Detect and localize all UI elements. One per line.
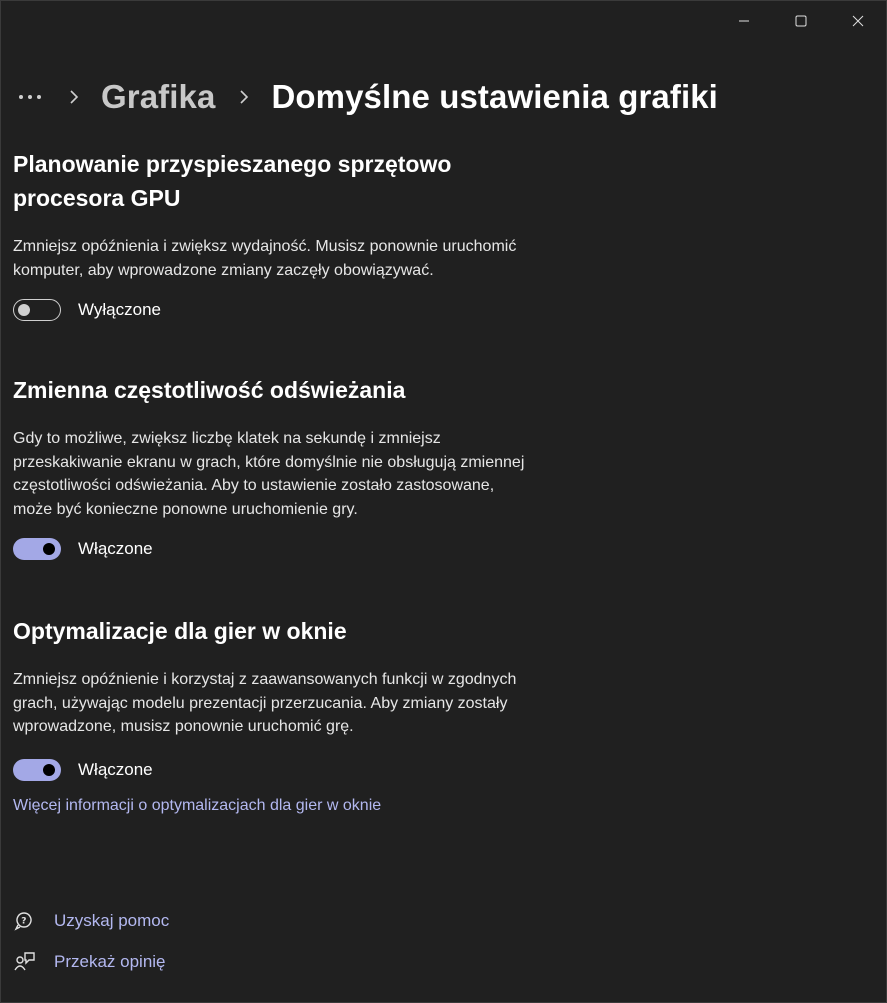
close-button[interactable] — [829, 1, 886, 41]
section-gpu-scheduling — [13, 147, 593, 323]
breadcrumb-parent-link[interactable]: Grafika — [101, 78, 216, 115]
feedback-icon — [13, 950, 37, 974]
description-line: grach, używając modelu prezentacji przerzucania. Aby zmiany zostały — [13, 694, 508, 712]
toggle-state-label: Włączone — [78, 539, 153, 558]
section-variable-refresh-rate — [13, 373, 593, 562]
settings-content — [13, 147, 593, 815]
section-description — [13, 235, 593, 282]
description-line: wprowadzone, musisz ponownie uruchomić grę. — [13, 718, 354, 735]
toggle-state-label: Włączone — [78, 759, 153, 779]
toggle-knob — [43, 764, 55, 776]
gpu-scheduling-toggle[interactable] — [13, 299, 61, 321]
more-horizontal-icon — [19, 95, 23, 99]
close-icon — [852, 15, 864, 27]
svg-text:?: ? — [21, 916, 27, 927]
variable-refresh-toggle[interactable] — [13, 538, 61, 560]
section-description — [13, 427, 593, 521]
description-line: komputer, aby wprowadzone zmiany zaczęły obowiązywać. — [13, 261, 434, 279]
more-info-link[interactable]: Więcej informacji o optymalizacjach dla gier w oknie — [13, 796, 382, 814]
feedback-label: Przekaż opinię — [54, 952, 166, 971]
chevron-right-icon — [239, 89, 249, 105]
section-title-line: Optymalizacje dla gier w oknie — [13, 618, 347, 644]
variable-refresh-toggle-row — [13, 536, 593, 562]
get-help-label: Uzyskaj pomoc — [54, 911, 170, 930]
more-dot — [28, 95, 32, 99]
description-line: częstotliwości odświeżania. Aby to ustawienie zostało zastosowane, — [13, 477, 495, 494]
windowed-games-toggle[interactable] — [13, 759, 61, 781]
section-title — [13, 147, 593, 215]
description-line: przeskakiwanie ekranu w grach, które domyślnie nie obsługują zmiennej — [13, 453, 525, 471]
section-title-line: procesora GPU — [13, 185, 181, 211]
get-help-icon — [13, 909, 37, 933]
section-description — [13, 668, 593, 739]
maximize-button[interactable] — [772, 1, 829, 41]
toggle-knob — [43, 543, 55, 555]
maximize-icon — [795, 15, 807, 27]
minimize-icon — [738, 15, 750, 27]
windowed-games-toggle-row — [13, 757, 593, 783]
section-title-line: Zmienna częstotliwość odświeżania — [13, 377, 406, 403]
description-line: Zmniejsz opóźnienie i korzystaj z zaawansowanych funkcji w zgodnych — [13, 671, 517, 688]
section-title — [13, 373, 593, 407]
description-line: Zmniejsz opóźnienia i zwiększ wydajność. Musisz ponownie uruchomić — [13, 238, 517, 255]
more-dot — [37, 95, 41, 99]
title-bar-controls — [715, 1, 886, 41]
get-help-link[interactable] — [13, 908, 169, 934]
description-line: może być konieczne ponowne uruchomienie gry. — [13, 500, 358, 518]
feedback-link[interactable] — [13, 949, 166, 975]
breadcrumb-more-button[interactable] — [15, 77, 45, 117]
gpu-scheduling-toggle-row — [13, 297, 593, 323]
section-windowed-games-optimizations — [13, 614, 593, 815]
toggle-state-label: Wyłączone — [78, 300, 161, 319]
page-title: Domyślne ustawienia grafiki — [271, 78, 718, 115]
section-title-line: Planowanie przyspieszanego sprzętowo — [13, 151, 452, 177]
chevron-right-icon — [69, 89, 79, 105]
section-title — [13, 614, 593, 648]
description-line: Gdy to możliwe, zwiększ liczbę klatek na sekundę i zmniejsz — [13, 430, 441, 447]
minimize-button[interactable] — [715, 1, 772, 41]
breadcrumb — [15, 73, 718, 121]
toggle-knob — [18, 304, 30, 316]
